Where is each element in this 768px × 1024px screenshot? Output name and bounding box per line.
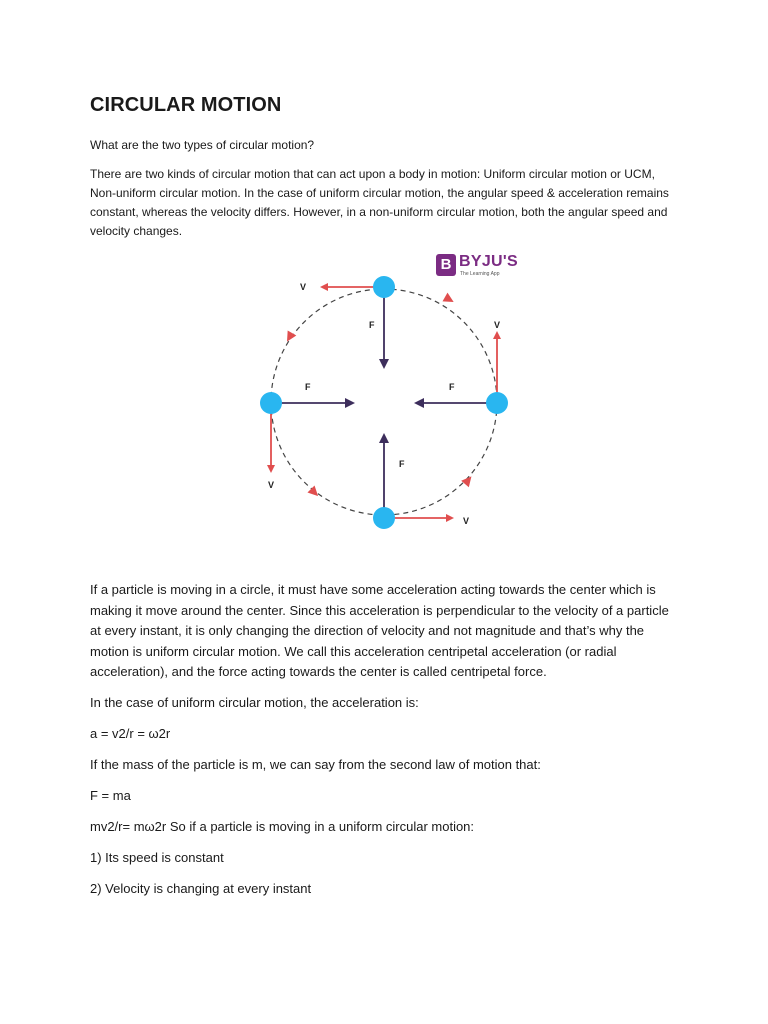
circular-motion-diagram (90, 245, 680, 545)
label-v-bottom: V (463, 516, 470, 526)
formula-acceleration: a = v2/r = ω2r (90, 726, 171, 741)
paragraph-second-law: If the mass of the particle is m, we can say from the second law of motion that: (90, 757, 541, 772)
particle-left (260, 392, 282, 414)
page-title: CIRCULAR MOTION (90, 94, 282, 116)
particle-right (486, 392, 508, 414)
body-section (90, 580, 680, 910)
list-item-velocity: 2) Velocity is changing at every instant (90, 881, 312, 896)
particle-bottom (373, 507, 395, 529)
label-f-right: F (449, 382, 455, 392)
label-v-left: V (268, 480, 275, 490)
paragraph-acceleration-intro: In the case of uniform circular motion, the acceleration is: (90, 695, 419, 710)
orbit-arrow-bottomleft (307, 485, 321, 499)
label-f-bottom: F (399, 459, 405, 469)
question-text: What are the two types of circular motion? (90, 138, 315, 152)
logo-name: BYJU'S (459, 253, 518, 270)
byjus-logo (436, 254, 526, 284)
label-f-top: F (369, 320, 375, 330)
formula-force: F = ma (90, 788, 131, 803)
intro-paragraph: There are two kinds of circular motion that can act upon a body in motion: Uniform circular motion or UCM, Non-uniform circular motion. In the case of uniform circular motion, the angular speed & acceleration remains constant, whereas the velocity differs. However, in a non-uniform circular motion, both the angular speed and velocity changes. (90, 167, 669, 238)
orbit-arrow-bottomright (461, 473, 475, 487)
circular-motion-figure (90, 245, 680, 545)
particle-top (373, 276, 395, 298)
orbit-arrow-topleft (283, 331, 297, 345)
label-v-right: V (494, 320, 501, 330)
label-f-left: F (305, 382, 311, 392)
label-v-top: V (300, 282, 307, 292)
list-item-speed: 1) Its speed is constant (90, 850, 224, 865)
orbit-arrow-topright (443, 293, 457, 307)
logo-tagline: The Learning App (460, 271, 500, 277)
logo-mark: B (436, 254, 456, 276)
paragraph-centripetal: If a particle is moving in a circle, it must have some acceleration acting towards the center which is making it move around the center. Since this acceleration is perpendicular to the velocity of a particle at every instant, it is only changing the direction of velocity and not magnitude and that’s why the motion is uniform circular motion. We call this acceleration centripetal acceleration (or radial acceleration), and the force acting towards the center is called centripetal force. (90, 582, 669, 679)
formula-centripetal-force: mv2/r= mω2r So if a particle is moving in a uniform circular motion: (90, 819, 475, 834)
